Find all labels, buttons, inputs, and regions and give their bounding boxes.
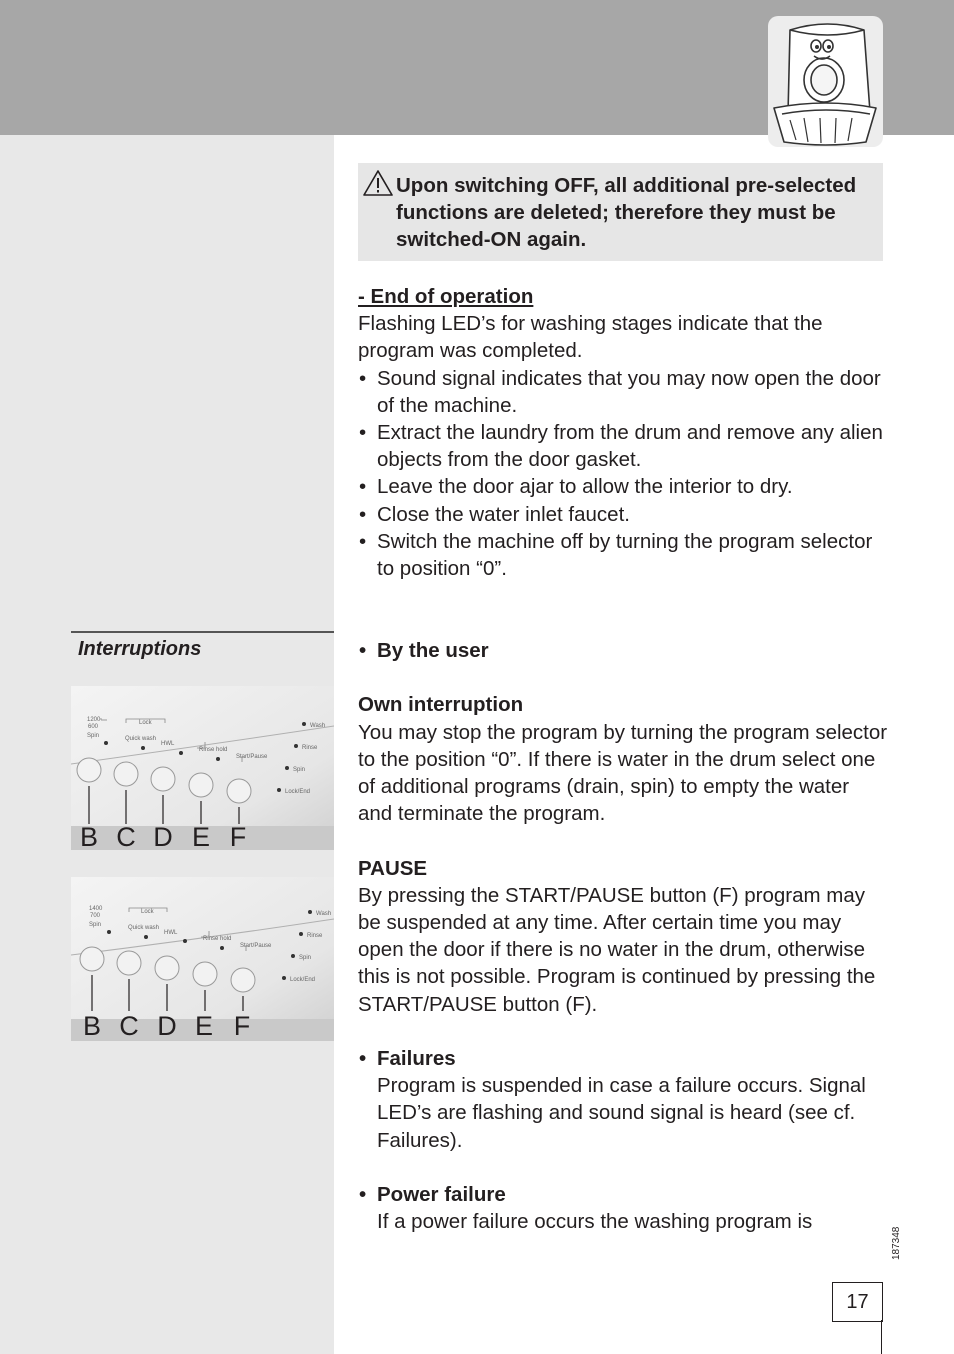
warning-text: Upon switching OFF, all additional pre-selected functions are deleted; therefore they must be switched-ON again. (396, 174, 857, 251)
interruptions-title: Interruptions (78, 638, 202, 660)
led-wash-label: Wash (316, 911, 332, 917)
led-lock-end-label: Lock/End (285, 789, 311, 795)
led-dot (299, 932, 303, 936)
spacer (358, 1018, 888, 1045)
led-dot (104, 741, 108, 745)
led-dot (220, 946, 224, 950)
lock-label: Lock (139, 720, 152, 726)
by-user-heading: • By the user (358, 637, 888, 664)
own-interruption-heading: Own interruption (358, 693, 524, 717)
list-item: • Leave the door ajar to allow the interior to dry. (358, 473, 888, 500)
end-of-operation-heading: - End of operation (358, 285, 534, 308)
hwl-label: HWL (161, 741, 175, 747)
led-dot (183, 939, 187, 943)
speed-1400-label: 1400 (89, 906, 103, 912)
letter-c: C (119, 1011, 139, 1041)
washing-machine-mascot-icon (768, 16, 883, 147)
list-item: • Sound signal indicates that you may now open the door of the machine. (358, 365, 888, 419)
hwl-label: HWL (164, 930, 178, 936)
list-item: • Extract the laundry from the drum and remove any alien objects from the door gasket. (358, 419, 888, 473)
led-dot (294, 744, 298, 748)
led-dot (291, 954, 295, 958)
speed-700-label: 700 (90, 913, 101, 919)
letter-f: F (233, 1011, 251, 1041)
end-of-operation-list (358, 365, 888, 583)
led-lock-end-label: Lock/End (290, 977, 316, 983)
led-dot (282, 976, 286, 980)
speed-1200-label: 1200 (87, 717, 101, 723)
led-dot (144, 935, 148, 939)
failures-heading: • Failures (358, 1045, 888, 1072)
quick-wash-label: Quick wash (128, 925, 160, 931)
led-dot (216, 757, 220, 761)
led-dot (308, 910, 312, 914)
end-of-operation-section (358, 283, 888, 582)
led-spin-label: Spin (293, 767, 306, 773)
pause-text: By pressing the START/PAUSE button (F) program may be suspended at any time. After certain time you may open the door if there is no water in the drum, otherwise this is not possible. Program is continued by pressing the START/PAUSE button (F). (358, 883, 876, 1016)
spacer (358, 1154, 888, 1181)
led-dot (107, 930, 111, 934)
letter-c: C (116, 822, 136, 850)
power-failure-text: If a power failure occurs the washing program is (377, 1210, 813, 1234)
page-number-rule (881, 1320, 882, 1354)
lock-label: Lock (141, 909, 154, 915)
spin-label: Spin (87, 733, 100, 739)
led-dot (277, 788, 281, 792)
speed-600-label: 600 (88, 724, 99, 730)
list-item: • Switch the machine off by turning the program selector to position “0”. (358, 528, 888, 582)
spacer (358, 827, 888, 854)
led-rinse-label: Rinse (302, 745, 318, 751)
button-d (155, 956, 179, 980)
button-b (80, 947, 104, 971)
warning-box (358, 163, 883, 261)
letter-e: E (194, 1011, 214, 1041)
button-e (189, 773, 213, 797)
power-failure-heading: • Power failure (358, 1181, 888, 1208)
control-panel-illustration-1 (71, 686, 334, 850)
led-spin-label: Spin (299, 955, 312, 961)
button-c (114, 762, 138, 786)
led-dot (141, 746, 145, 750)
warning-triangle-icon (362, 169, 394, 197)
interruptions-section (358, 637, 888, 1235)
spacer (358, 664, 888, 691)
button-d (151, 767, 175, 791)
own-interruption-text: You may stop the program by turning the program selector to the position “0”. If there is water in the drum select one of additional programs (drain, spin) to empty the water and terminate the program. (358, 720, 888, 826)
led-dot (302, 722, 306, 726)
letter-b: B (82, 1011, 102, 1041)
letter-e: E (191, 822, 211, 850)
led-dot (285, 766, 289, 770)
start-pause-label: Start/Pause (236, 754, 268, 760)
spin-label: Spin (89, 922, 102, 928)
rinse-hold-label: Rinse hold (203, 936, 232, 942)
letter-d: D (153, 822, 173, 850)
button-f (227, 779, 251, 803)
led-dot (179, 751, 183, 755)
letter-d: D (157, 1011, 177, 1041)
letter-b: B (79, 822, 99, 850)
button-b (77, 758, 101, 782)
document-number (886, 1220, 904, 1260)
section-divider (71, 631, 334, 633)
page-number: 17 (832, 1282, 883, 1322)
letter-f: F (229, 822, 247, 850)
failures-text: Program is suspended in case a failure occurs. Signal LED’s are flashing and sound signal is heard (see cf. Failures). (377, 1074, 866, 1152)
rinse-hold-label: Rinse hold (199, 747, 228, 753)
led-rinse-label: Rinse (307, 933, 323, 939)
document-number-text: 187348 (891, 1226, 902, 1260)
list-item: • Close the water inlet faucet. (358, 501, 888, 528)
control-panel-illustration-2 (71, 877, 334, 1041)
led-wash-label: Wash (310, 723, 326, 729)
pause-heading: PAUSE (358, 856, 428, 880)
button-c (117, 951, 141, 975)
start-pause-label: Start/Pause (240, 943, 272, 949)
button-e (193, 962, 217, 986)
button-f (231, 968, 255, 992)
end-of-operation-intro: Flashing LED’s for washing stages indicate that the program was completed. (358, 312, 823, 363)
quick-wash-label: Quick wash (125, 736, 157, 742)
